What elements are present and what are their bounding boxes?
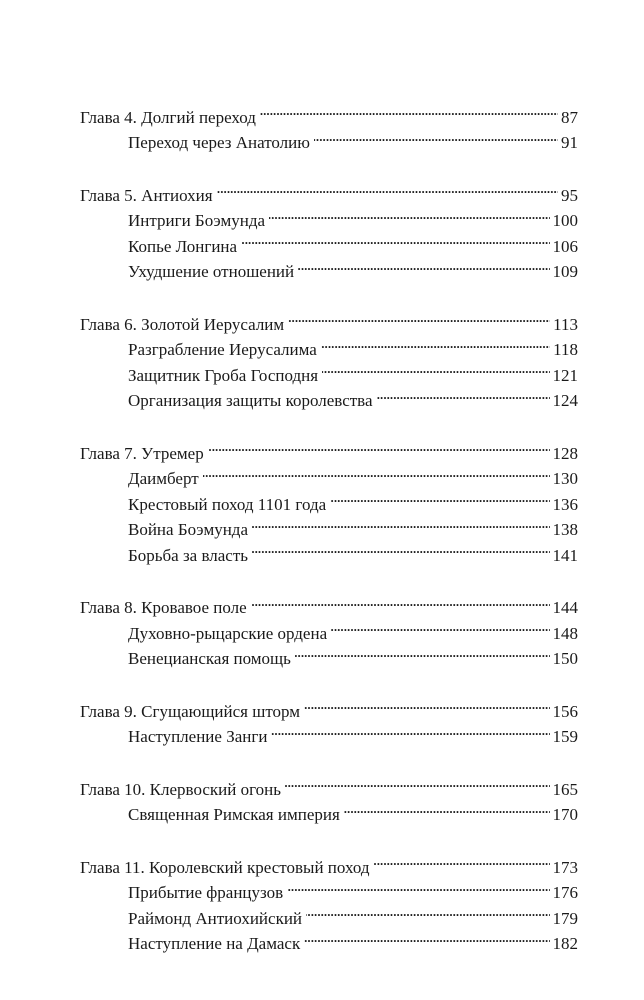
dot-leader <box>260 97 558 123</box>
dot-leader <box>252 535 549 561</box>
page-number: 156 <box>552 701 578 721</box>
section-title: Разграбление Иерусалима <box>128 340 317 359</box>
section-title: Переход через Анатолию <box>128 133 310 152</box>
dot-leader <box>271 717 549 743</box>
chapter-entry <box>80 691 578 721</box>
page-number: 95 <box>561 185 578 205</box>
page-number: 130 <box>552 469 578 488</box>
page-number: 144 <box>552 598 578 617</box>
toc-chapter <box>80 769 578 824</box>
chapter-entry <box>80 847 578 877</box>
toc-chapter <box>80 691 578 746</box>
chapter-title: Глава 9. Сгущающийся шторм <box>80 701 301 721</box>
page-number: 128 <box>552 443 578 463</box>
dot-leader <box>208 433 550 459</box>
dot-leader <box>287 873 549 899</box>
page-number: 124 <box>552 391 578 410</box>
toc-chapter <box>80 847 578 953</box>
page-number: 113 <box>553 314 578 334</box>
section-title: Копье Лонгина <box>128 236 238 256</box>
section-title: Наступление Занги <box>128 727 268 746</box>
page-number: 159 <box>552 727 578 746</box>
page-number: 176 <box>552 883 578 902</box>
toc-chapter <box>80 175 578 281</box>
chapter-title: Глава 6. Золотой Иерусалим <box>80 314 285 334</box>
section-title: Война Боэмунда <box>128 520 248 539</box>
dot-leader <box>241 226 549 252</box>
section-title: Раймонд Антиохийский <box>128 908 303 928</box>
section-title: Ухудшение отношений <box>128 262 295 281</box>
page-number: 136 <box>552 494 578 514</box>
dot-leader <box>285 769 549 795</box>
dot-leader <box>321 330 550 356</box>
dot-leader <box>331 613 549 639</box>
toc-chapter <box>80 97 578 152</box>
page-number: 141 <box>552 545 578 565</box>
dot-leader <box>295 639 550 665</box>
section-title: Даимберт <box>128 469 199 488</box>
section-title: Защитник Гроба Господня <box>128 365 319 385</box>
page-number: 170 <box>552 805 578 824</box>
dot-leader <box>298 252 549 278</box>
section-title: Прибытие французов <box>128 883 284 902</box>
toc-chapter <box>80 304 578 410</box>
toc-chapter <box>80 588 578 668</box>
dot-leader <box>251 588 550 614</box>
dot-leader <box>306 898 549 924</box>
page-number: 118 <box>553 340 578 359</box>
chapter-entry <box>80 769 578 799</box>
dot-leader <box>373 847 549 873</box>
chapter-title: Глава 10. Клервоский огонь <box>80 779 282 799</box>
toc-chapter <box>80 433 578 565</box>
chapter-title: Глава 5. Антиохия <box>80 185 213 205</box>
dot-leader <box>252 510 550 536</box>
page-number: 182 <box>552 934 578 953</box>
page-number: 100 <box>552 211 578 230</box>
page-number: 179 <box>552 908 578 928</box>
dot-leader <box>304 924 549 950</box>
section-title: Духовно-рыцарские ордена <box>128 623 328 643</box>
dot-leader <box>322 355 549 381</box>
chapter-entry <box>80 97 578 127</box>
page-number: 109 <box>552 262 578 281</box>
dot-leader <box>288 304 550 330</box>
dot-leader <box>314 123 558 149</box>
section-title: Венецианская помощь <box>128 649 291 668</box>
dot-leader <box>377 381 550 407</box>
table-of-contents <box>80 97 578 976</box>
section-title: Крестовый поход 1101 года <box>128 494 327 514</box>
page-number: 121 <box>552 365 578 385</box>
dot-leader <box>330 484 549 510</box>
dot-leader <box>304 691 549 717</box>
section-title: Борьба за власть <box>128 545 249 565</box>
page-number: 173 <box>552 857 578 877</box>
dot-leader <box>217 175 558 201</box>
page-number: 150 <box>552 649 578 668</box>
chapter-title: Глава 4. Долгий переход <box>80 107 256 127</box>
section-title: Священная Римская империя <box>128 805 340 824</box>
page-number: 87 <box>561 107 578 127</box>
section-title: Наступление на Дамаск <box>128 934 301 953</box>
chapter-entry <box>80 304 578 334</box>
page-number: 91 <box>561 133 578 152</box>
chapter-title: Глава 11. Королевский крестовый поход <box>80 857 370 877</box>
dot-leader <box>344 795 550 821</box>
chapter-entry <box>80 588 578 617</box>
chapter-entry <box>80 433 578 463</box>
section-title: Интриги Боэмунда <box>128 211 266 230</box>
page-number: 165 <box>552 779 578 799</box>
chapter-entry <box>80 175 578 205</box>
dot-leader <box>203 459 550 485</box>
page-number: 106 <box>552 236 578 256</box>
chapter-title: Глава 8. Кровавое поле <box>80 598 247 617</box>
dot-leader <box>269 201 549 227</box>
page-number: 138 <box>552 520 578 539</box>
section-title: Организация защиты королевства <box>128 391 373 410</box>
page-number: 148 <box>552 623 578 643</box>
chapter-title: Глава 7. Утремер <box>80 443 204 463</box>
